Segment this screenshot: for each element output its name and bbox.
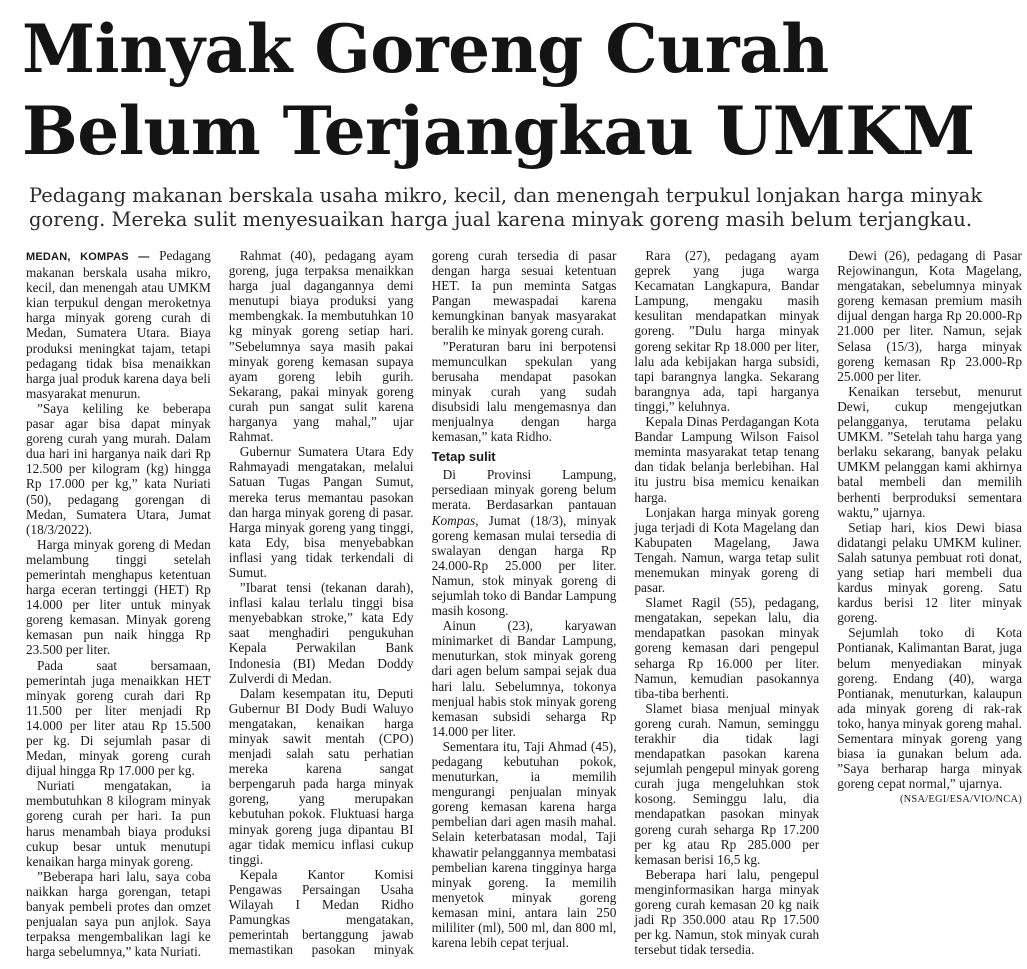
- article-paragraph: Dalam kesempatan itu, Deputi Gubernur BI Dody Budi Waluyo mengatakan, kenaikan harga minyak sawit mentah (CPO) menjadi salah satu perhatian mereka karena sangat berpengaruh pada harga minyak goreng, yang merupakan kebutuhan pokok. Fluktuasi harga minyak goreng juga dipantau BI agar tidak memicu inflasi cukup tinggi.: [228, 685, 414, 867]
- headline-line-1: Minyak Goreng Curah: [22, 10, 829, 88]
- article-paragraph: ”Beberapa hari lalu, saya coba naikkan harga gorengan, tetapi banyak pembeli protes dan omzet penjualan saya pun anjlok. Saya terpaksa mengembalikan lagi ke harga sebelumnya,” kata Nuriati.: [26, 868, 211, 960]
- article-paragraph: Setiap hari, kios Dewi biasa didatangi pelaku UMKM kuliner. Salah satunya pembuat roti donat, yang setiap hari membeli dua kardus minyak goreng. Satu kardus berisi 12 liter minyak goreng.: [837, 519, 1022, 626]
- paragraph-lampung: [432, 467, 617, 618]
- article-paragraph: Slamet biasa menjual minyak goreng curah. Namun, seminggu terakhir dia tidak lagi mendapatkan pasokan karena sejumlah pengepul minyak goreng curah juga mengeluhkan stok kosong. Seminggu lalu, dia mendapatkan pasokan minyak goreng curah seharga Rp 17.200 per kg atau Rp 285.000 per kemasan berisi 16,5 kg.: [634, 700, 820, 867]
- article-paragraph: Ainun (23), karyawan minimarket di Bandar Lampung, menuturkan, stok minyak goreng dari agen belum sampai sejak dua hari lalu. Sebelumnya, tokonya menjual habis stok minyak goreng kemasan subsidi seharga Rp 14.000 per liter.: [431, 618, 617, 739]
- headline: [22, 8, 1012, 172]
- article-body: [26, 248, 1022, 966]
- article-paragraph: Kenaikan tersebut, menurut Dewi, cukup mengejutkan pelangganya, terutama pelaku UMKM. ”Setelah tahu harga yang berlaku sekarang, banyak pelaku UMKM pelanggan kami akhirnya batal membeli dan memilih berhenti berproduksi sementara waktu,” ujarnya.: [837, 383, 1022, 520]
- headline-line-2: Belum Terjangkau UMKM: [22, 92, 975, 170]
- article-paragraph: Lonjakan harga minyak goreng juga terjadi di Kota Magelang dan Kabupaten Magelang, Jawa Tengah. Namun, warga tetap sulit menemukan minyak goreng di pasar.: [634, 504, 820, 596]
- article-paragraph: Rara (27), pedagang ayam geprek yang juga warga Kecamatan Langkapura, Bandar Lampung, mengaku masih kesulitan mendapatkan minyak goreng. ”Dulu harga minyak goreng sekitar Rp 18.000 per liter, lalu ada kebijakan harga subsidi, tapi barangnya langka. Sekarang barangnya ada, tapi harganya tinggi,” keluhnya.: [634, 248, 820, 414]
- article-paragraph: Dewi (26), pedagang di Pasar Rejowinangun, Kota Magelang, mengatakan, sebelumnya minyak goreng kemasan premium masih dijual dengan harga Rp 20.000-Rp 21.000 per liter. Namun, sejak Selasa (15/3), harga minyak goreng kemasan Rp 23.000-Rp 25.000 per liter.: [837, 248, 1022, 384]
- article-paragraph: Harga minyak goreng di Medan melambung tinggi setelah pemerintah menghapus ketentuan harga eceran tertinggi (HET) Rp 14.000 per liter untuk minyak goreng kemasan. Minyak goreng kemasan pun naik hingga Rp 23.500 per liter.: [26, 536, 211, 658]
- dateline: MEDAN, KOMPAS —: [26, 251, 150, 263]
- article-paragraph: Kepala Dinas Perdagangan Kota Bandar Lampung Wilson Faisol meminta masyarakat tetap tenang dan tidak belanja berlebihan. Hal itu justru bisa memicu kenaikan harga.: [634, 414, 820, 505]
- article-paragraph: Sejumlah toko di Kota Pontianak, Kalimantan Barat, juga belum menyediakan minyak goreng. Endang (40), warga Pontianak, menuturkan, kalaupun ada minyak goreng di rak-rak toko, hanya minyak goreng mahal. Sementara minyak goreng yang biasa ia gunakan belum ada. ”Saya berharap harga minyak goreng cepat normal,” ujarnya.: [837, 625, 1022, 792]
- article-paragraph: Nuriati mengatakan, ia membutuhkan 8 kilogram minyak goreng curah per hari. Ia pun harus menambah biaya produksi cukup besar untuk menutupi kenaikan harga minyak goreng.: [26, 778, 211, 869]
- lead-paragraph: [26, 248, 211, 401]
- article-paragraph: Rahmat (40), pedagang ayam goreng, juga terpaksa menaikkan harga jual dagangannya demi menutupi biaya produksi yang membengkak. Ia membutuhkan 10 kg minyak goreng setiap hari. ”Sebelumnya saya masih pakai minyak goreng kemasan supaya ayam goreng lebih gurih. Sekarang, pakai minyak goreng curah pun sangat sulit karena harganya yang mahal,” ujar Rahmat.: [228, 248, 414, 445]
- publication-name: Kompas: [431, 512, 476, 528]
- deck-summary: [29, 184, 1019, 232]
- article-paragraph: ”Ibarat tensi (tekanan darah), inflasi kalau terlalu tinggi bisa menyebabkan stroke,” kata Edy saat menghadiri pengukuhan Kepala Perwakilan Bank Indonesia (BI) Medan Doddy Zulverdi di Medan.: [228, 580, 414, 686]
- lampung-text-b: , Jumat (18/3), minyak goreng kemasan mulai tersedia di swalayan dengan harga Rp 24.000-Rp 25.000 per liter. Namun, stok minyak goreng di sejumlah toko di Bandar Lampung masih kosong.: [431, 512, 617, 619]
- deck-line-2: goreng. Mereka sulit menyesuaikan harga jual karena minyak goreng masih belum terjangkau.: [29, 208, 973, 231]
- subhead: Tetap sulit: [431, 449, 496, 465]
- lampung-text-a: Di Provinsi Lampung, persediaan minyak goreng belum merata. Berdasarkan pantauan: [431, 467, 617, 513]
- article-paragraph: Pada saat bersamaan, pemerintah juga menaikkan HET minyak goreng curah dari Rp 11.500 per liter menjadi Rp 14.000 per liter atau Rp 15.500 per kg. Di sejumlah pasar di Medan, minyak goreng curah dijual hingga Rp 17.000 per kg.: [26, 657, 211, 779]
- article-paragraph: ”Saya keliling ke beberapa pasar agar bisa dapat minyak goreng curah yang murah. Dalam dua hari ini harganya naik dari Rp 12.500 per kilogram (kg) hingga Rp 17.000 per kg,” kata Nuriati (50), pedagang gorengan di Medan, Sumatera Utara, Jumat (18/3/2022).: [26, 400, 211, 537]
- article-paragraph: ”Peraturan baru ini berpotensi memunculkan spekulan yang berusaha mendapat pasokan minyak curah yang sudah disubsidi lalu mengemasnya dan menjualnya dengan harga kemasan,” kata Ridho.: [431, 338, 617, 445]
- article-paragraph: Sementara itu, Taji Ahmad (45), pedagang kebutuhan pokok, menuturkan, ia memilih mengurangi penjualan minyak goreng kemasan karena harga pembelian dari agen masih mahal. Selain keterbatasan modal, Taji khawatir pelanggannya membatasi pembelian karena tingginya harga minyak goreng. Ia memilih menyetok minyak goreng kemasan mini, antara lain 250 mililiter (ml), 500 ml, dan 800 ml, karena lebih cepat terjual.: [431, 738, 617, 951]
- byline-credit: (NSA/EGI/ESA/VIO/NCA): [899, 794, 1022, 806]
- article-paragraph: Beberapa hari lalu, pengepul menginformasikan harga minyak goreng curah kemasan 20 kg naik jadi Rp 350.000 atau Rp 17.500 per kg. Namun, stok minyak curah tersebut tidak tersedia.: [634, 866, 820, 958]
- lead-text: Pedagang makanan berskala usaha mikro, kecil, dan menengah atau UMKM kian terpukul dengan meroketnya harga minyak goreng curah di Medan, Sumatera Utara. Biaya produksi meningkat tajam, tetapi pedagang tidak bisa menaikkan harga jual produk karena daya beli masyarakat menurun.: [26, 248, 211, 401]
- article-paragraph: Slamet Ragil (55), pedagang, mengatakan, sepekan lalu, dia mendapatkan pasokan minyak goreng kemasan dari pengepul seharga Rp 16.000 per liter. Namun, kemudian pasokannya tiba-tiba berhenti.: [634, 595, 820, 701]
- deck-line-1: Pedagang makanan berskala usaha mikro, kecil, dan menengah terpukul lonjakan harga minyak: [29, 184, 983, 207]
- article-paragraph: Gubernur Sumatera Utara Edy Rahmayadi mengatakan, melalui Satuan Tugas Pangan Sumut, mereka terus memantau pasokan dan harga minyak goreng di pasar. Harga minyak goreng yang tinggi, kata Edy, bisa menyebabkan inflasi yang tidak terkendali di Sumut.: [228, 444, 414, 580]
- article-paragraph: Kepala Kantor Komisi Pengawas Persaingan Usaha Wilayah I Medan Ridho Pamungkas mengatakan, pemerintah bertanggung jawab memastikan pasokan minyak goreng curah tersedia di pasar dengan harga sesuai ketentuan HET. Ia pun meminta Satgas Pangan mewaspadai karena kemungkinan banyak masyarakat beralih ke minyak goreng curah.: [228, 248, 617, 958]
